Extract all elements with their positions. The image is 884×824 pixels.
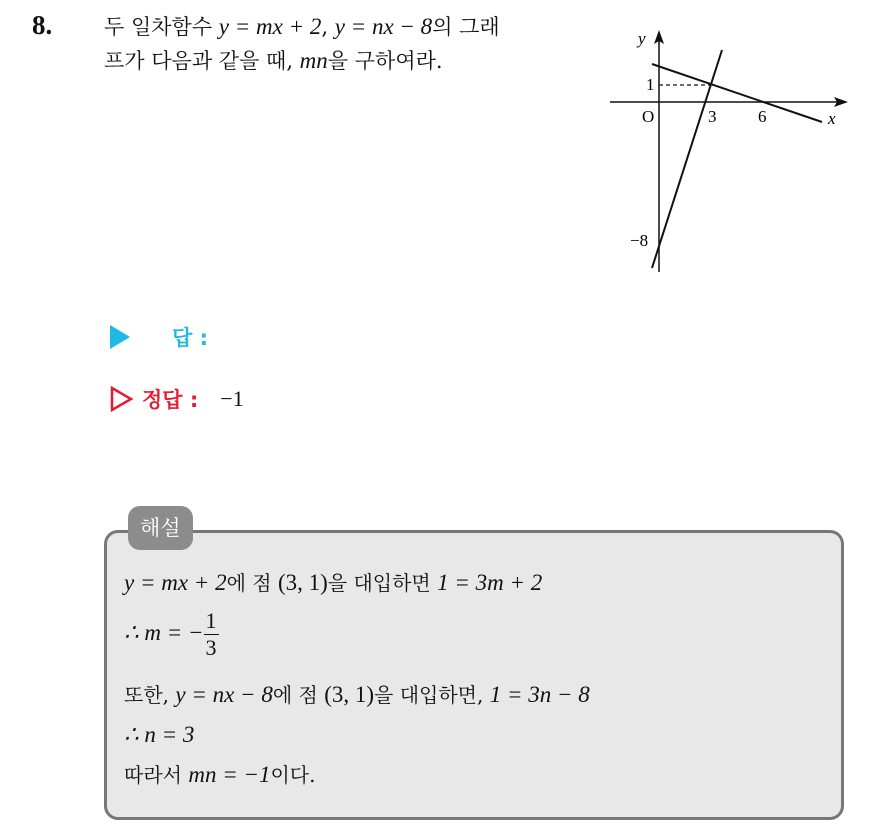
question-line-1: [104, 10, 594, 44]
solution-text-5-tail: 이다.: [270, 763, 316, 787]
question-line-2: [104, 44, 594, 78]
tick-label-neg8: −8: [630, 231, 649, 250]
solution-line-2: [124, 608, 219, 661]
outline-triangle-icon: [110, 386, 134, 412]
filled-triangle-icon: [110, 325, 130, 349]
correct-answer-value: −1: [220, 386, 244, 411]
answer-label: 답 :: [172, 326, 208, 350]
solution-line-1: [124, 568, 542, 598]
x-axis-label: x: [828, 109, 836, 128]
solution-tab: 해설: [128, 506, 193, 550]
solution-text-3: 에 점: [272, 683, 325, 707]
solution-text-3-lead: 또한,: [124, 683, 176, 707]
solution-line-5: [124, 760, 315, 790]
answer-row: [110, 322, 208, 352]
solution-equation-3: y = nx − 8: [175, 682, 273, 707]
correct-answer-label: 정답 :: [142, 388, 199, 412]
solution-text-1: 에 점: [226, 571, 278, 595]
product-expression: mn: [299, 48, 328, 73]
question-text-tail-2: 을 구하여라.: [327, 49, 443, 73]
question-text-tail: 의 그래: [432, 15, 500, 39]
line-y-mx-plus-2: [652, 64, 822, 122]
solution-final-equation: mn = −1: [188, 762, 271, 787]
solution-point-1: (3, 1): [277, 570, 328, 595]
origin-label: O: [642, 107, 655, 126]
solution-text-3b: 을 대입하면,: [374, 683, 490, 707]
fraction-one-third: [204, 608, 219, 661]
question-text-lead-2: 프가 다음과 같을 때,: [104, 49, 300, 73]
question-text-lead: 두 일차함수: [104, 15, 219, 39]
solution-m-prefix: ∴ m = −: [124, 620, 204, 645]
line-y-nx-minus-8: [652, 50, 722, 268]
solution-line-3: [124, 680, 590, 710]
solution-line-4: [124, 720, 194, 750]
solution-equation-1: y = mx + 2: [124, 570, 227, 595]
solution-text-1b: 을 대입하면: [327, 571, 438, 595]
solution-text-5-lead: 따라서: [124, 763, 189, 787]
equation-separator: ,: [321, 15, 335, 39]
solution-point-3: (3, 1): [324, 682, 375, 707]
equation-2: y = nx − 8: [334, 14, 433, 39]
fraction-denominator: 3: [205, 635, 217, 660]
question-text: [104, 10, 594, 78]
solution-result-1: 1 = 3m + 2: [437, 570, 543, 595]
question-number: 8.: [32, 10, 53, 40]
tick-label-6: 6: [758, 107, 767, 126]
fraction-numerator: 1: [205, 608, 217, 633]
tick-label-1: 1: [646, 75, 655, 94]
solution-result-3: 1 = 3n − 8: [489, 682, 590, 707]
line-graph: [600, 20, 850, 280]
y-axis-label: y: [638, 29, 646, 48]
correct-answer-row: [110, 384, 244, 414]
equation-1: y = mx + 2: [218, 14, 322, 39]
tick-label-3: 3: [708, 107, 717, 126]
solution-n-result: ∴ n = 3: [124, 722, 195, 747]
